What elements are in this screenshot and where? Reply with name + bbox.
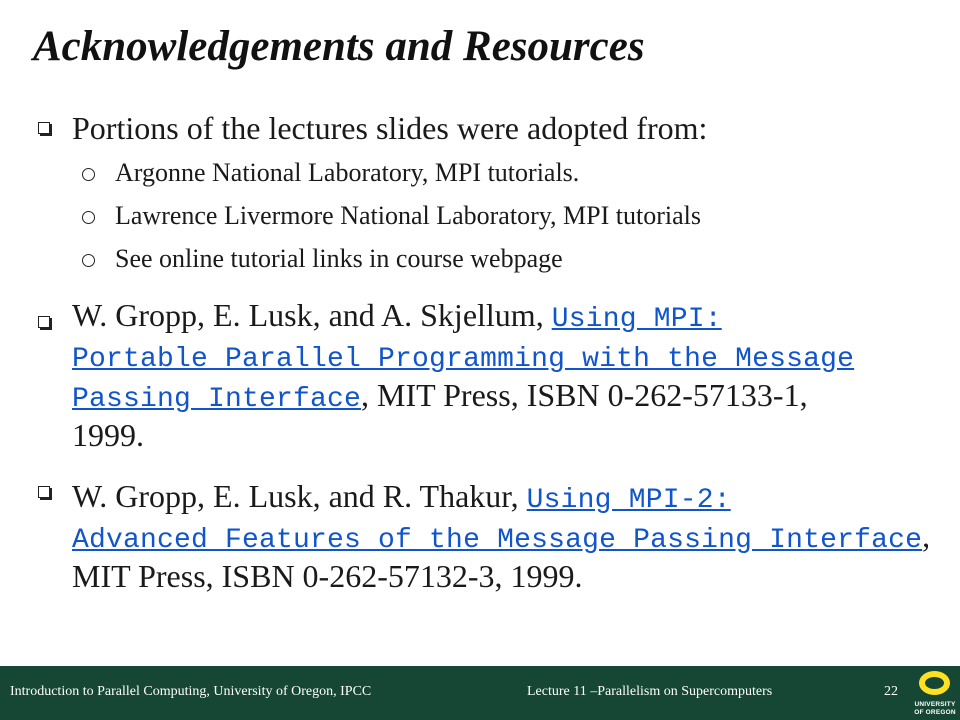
circle-bullet-icon xyxy=(82,211,95,224)
logo-line2: OF OREGON xyxy=(914,709,956,716)
using-mpi-link-line3[interactable]: Passing Interface xyxy=(72,384,362,415)
using-mpi-link[interactable]: Using MPI: xyxy=(551,304,722,335)
oregon-o-icon xyxy=(919,671,950,695)
using-mpi-2-link-line2[interactable]: Advanced Features of the Message Passing Interface xyxy=(72,525,923,556)
sub-bullet-argonne: Argonne National Laboratory, MPI tutorials. xyxy=(115,158,580,187)
reference-using-mpi-2 xyxy=(72,476,931,596)
footer-lecture: Lecture 11 –Parallelism on Supercomputers xyxy=(527,684,773,699)
sub-bullet-online: See online tutorial links in course webpage xyxy=(115,244,563,273)
ref2-authors: W. Gropp, E. Lusk, and R. Thakur, xyxy=(72,478,527,514)
ref1-authors: W. Gropp, E. Lusk, and A. Skjellum, xyxy=(72,297,552,333)
square-bullet-icon xyxy=(38,486,50,498)
using-mpi-link-line2[interactable]: Portable Parallel Programming with the Message xyxy=(72,344,855,375)
ref1-year: 1999. xyxy=(72,417,144,453)
square-bullet-icon xyxy=(38,316,50,328)
page-number: 22 xyxy=(884,684,898,699)
bullet-portions: Portions of the lectures slides were adopted from: xyxy=(72,110,708,146)
ref2-comma: , xyxy=(922,518,931,554)
university-of-oregon-logo xyxy=(910,666,960,720)
footer-course: Introduction to Parallel Computing, University of Oregon, IPCC xyxy=(10,684,372,699)
logo-line1: UNIVERSITY xyxy=(914,701,956,708)
ref2-publisher: MIT Press, ISBN 0-262-57132-3, 1999. xyxy=(72,558,583,594)
using-mpi-2-link[interactable]: Using MPI-2: xyxy=(526,485,731,516)
circle-bullet-icon xyxy=(82,168,95,181)
sub-bullet-livermore: Lawrence Livermore National Laboratory, MPI tutorials xyxy=(115,201,701,230)
footer-bar xyxy=(0,666,910,720)
slide-title: Acknowledgements and Resources xyxy=(33,23,645,70)
circle-bullet-icon xyxy=(82,254,95,267)
ref1-publisher: , MIT Press, ISBN 0-262-57133-1, xyxy=(361,377,808,413)
square-bullet-icon xyxy=(38,122,50,134)
reference-using-mpi xyxy=(72,295,927,455)
